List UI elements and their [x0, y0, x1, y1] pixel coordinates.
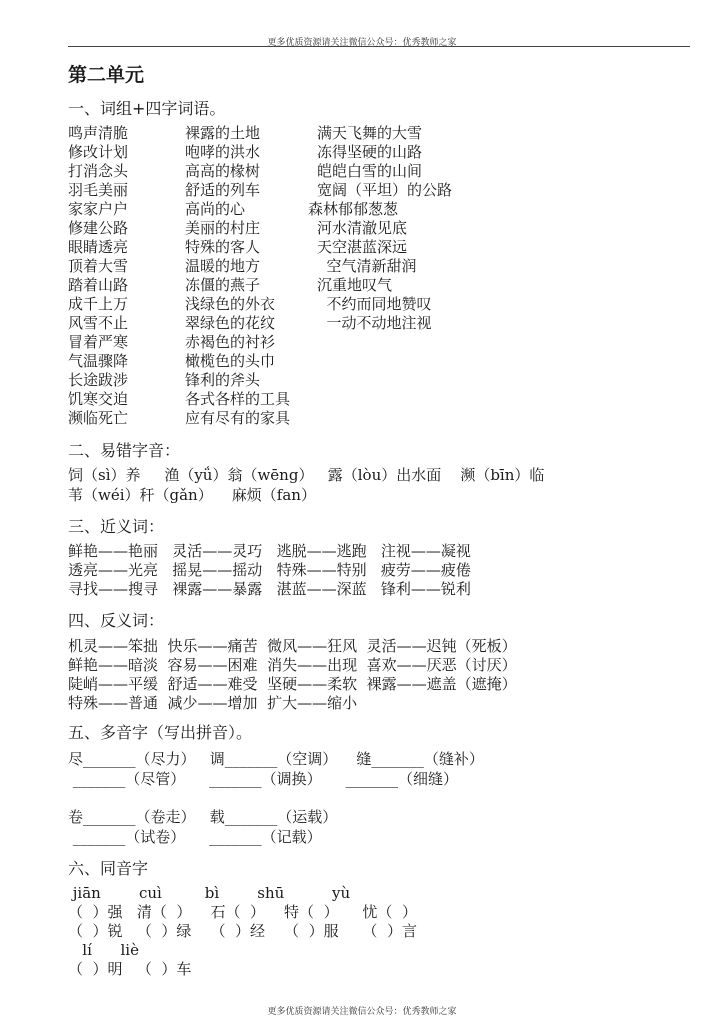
antonym-line: 鲜艳——暗淡 容易——困难 消失——出现 喜欢——厌恶（讨厌） — [68, 656, 517, 674]
word-item: 踏着山路 — [68, 276, 129, 294]
word-item: 饥寒交迫 — [68, 390, 129, 408]
word-item: 鸣声清脆 — [68, 124, 129, 142]
word-item: 裸露的土地 — [185, 124, 261, 142]
section-5-heading: 五、多音字（写出拼音）。 — [68, 723, 253, 742]
word-item: 天空湛蓝深远 — [317, 238, 408, 256]
page-header: 更多优质资源请关注微信公众号：优秀教师之家 — [267, 38, 457, 48]
word-item: 沉重地叹气 — [317, 276, 393, 294]
word-item: 长途跋涉 — [68, 371, 129, 389]
section-4-heading: 四、反义词： — [68, 611, 165, 630]
word-item: 冒着严寒 — [68, 333, 129, 351]
synonym-line: 寻找——搜寻 裸露——暴露 湛蓝——深蓝 锋利——锐利 — [68, 580, 471, 598]
word-item: 咆哮的洪水 — [185, 143, 261, 161]
word-item: 修改计划 — [68, 143, 129, 161]
homophone-line: （ ）锐 （ ）绿 （ ）经 （ ）服 （ ）言 — [68, 922, 417, 940]
word-item: 锋利的斧头 — [185, 371, 261, 389]
word-item: 高高的椽树 — [185, 162, 261, 180]
homophone-line: （ ）明 （ ）车 — [68, 960, 192, 978]
word-item: 应有尽有的家具 — [185, 409, 291, 427]
word-item: 羽毛美丽 — [68, 181, 129, 199]
word-item: 各式各样的工具 — [185, 390, 291, 408]
pronunciation-line: 苇（wéi）秆（gǎn） 麻烦（fan） — [68, 486, 316, 504]
word-item: 不约而同地赞叹 — [317, 295, 432, 313]
word-item: 满天飞舞的大雪 — [317, 124, 423, 142]
word-item: 皑皑白雪的山间 — [317, 162, 423, 180]
polyphone-line: _______（试卷） _______（记载） — [68, 828, 322, 846]
homophone-line: （ ）强 清（ ） 石（ ） 特（ ） 忧（ ） — [68, 903, 417, 921]
header-rule — [68, 46, 690, 47]
page-footer: 更多优质资源请关注微信公众号：优秀教师之家 — [267, 1007, 457, 1017]
antonym-line: 特殊——普通 减少——增加 扩大——缩小 — [68, 694, 358, 712]
word-item: 河水清澈见底 — [317, 219, 408, 237]
section-3-heading: 三、近义词： — [68, 517, 165, 536]
word-item: 眼睛透亮 — [68, 238, 129, 256]
word-item: 一动不动地注视 — [317, 314, 432, 332]
word-item: 赤褐色的衬衫 — [185, 333, 276, 351]
antonym-line: 机灵——笨拙 快乐——痛苦 微风——狂风 灵活——迟钝（死板） — [68, 637, 517, 655]
synonym-line: 鲜艳——艳丽 灵活——灵巧 逃脱——逃跑 注视——凝视 — [68, 542, 471, 560]
polyphone-line: _______（尽管） _______（调换） _______（细缝） — [68, 770, 458, 788]
homophone-pinyin-line: jiān cuì bì shū yù — [68, 884, 351, 902]
word-item: 冻僵的燕子 — [185, 276, 261, 294]
word-item: 成千上万 — [68, 295, 129, 313]
word-item: 冻得坚硬的山路 — [317, 143, 423, 161]
word-item: 森林郁郁葱葱 — [308, 200, 399, 218]
homophone-pinyin-line: lí liè — [68, 941, 139, 959]
word-item: 橄榄色的头巾 — [185, 352, 276, 370]
word-item: 翠绿色的花纹 — [185, 314, 276, 332]
polyphone-line: 卷_______（卷走） 载_______（运载） — [68, 808, 338, 826]
section-2-heading: 二、易错字音： — [68, 441, 181, 460]
word-item: 空气清新甜润 — [317, 257, 417, 275]
word-item: 美丽的村庄 — [185, 219, 261, 237]
word-item: 宽阔（平坦）的公路 — [317, 181, 453, 199]
word-item: 浅绿色的外衣 — [185, 295, 276, 313]
word-item: 修建公路 — [68, 219, 129, 237]
word-item: 高尚的心 — [185, 200, 246, 218]
word-item: 顶着大雪 — [68, 257, 129, 275]
word-item: 温暖的地方 — [185, 257, 261, 275]
word-item: 特殊的客人 — [185, 238, 261, 256]
word-item: 濒临死亡 — [68, 409, 129, 427]
word-item: 家家户户 — [68, 200, 129, 218]
pronunciation-line: 饲（sì）养 渔（yǘ）翁（wēng） 露（lòu）出水面 濒（bīn）临 — [68, 466, 545, 484]
antonym-line: 陡峭——平缓 舒适——难受 坚硬——柔软 裸露——遮盖（遮掩） — [68, 675, 517, 693]
section-1-heading: 一、词组+四字词语。 — [68, 99, 226, 118]
word-item: 打消念头 — [68, 162, 129, 180]
word-item: 舒适的列车 — [185, 181, 261, 199]
synonym-line: 透亮——光亮 摇晃——摇动 特殊——特别 疲劳——疲倦 — [68, 561, 471, 579]
polyphone-line: 尽_______（尽力） 调_______（空调） 缝_______（缝补） — [68, 750, 484, 768]
unit-title: 第二单元 — [68, 64, 145, 86]
word-item: 气温骤降 — [68, 352, 129, 370]
section-6-heading: 六、同音字 — [68, 859, 149, 878]
word-item: 风雪不止 — [68, 314, 129, 332]
